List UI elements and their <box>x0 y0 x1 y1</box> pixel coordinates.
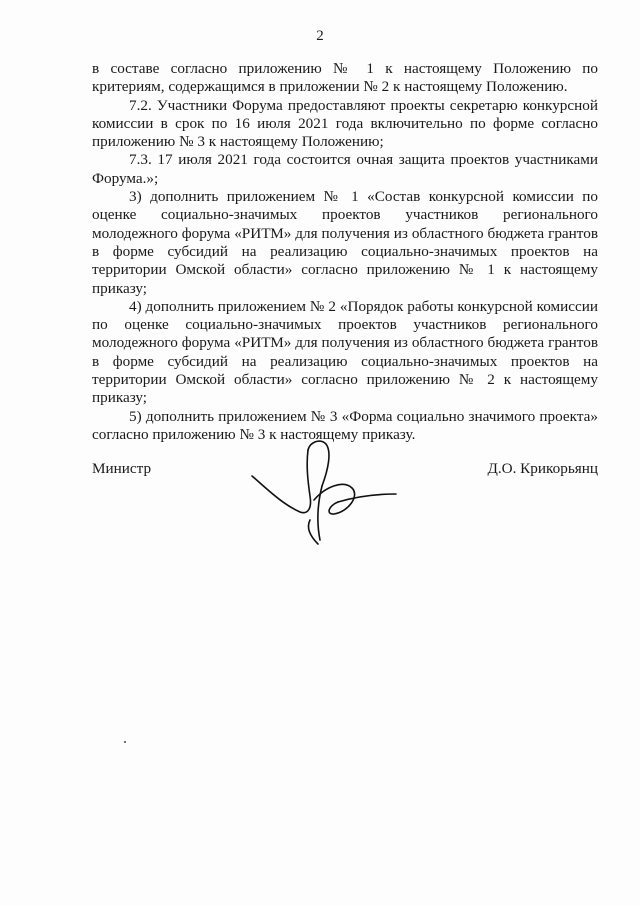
signatory-name: Д.О. Крикорьянц <box>487 460 598 477</box>
document-body <box>92 60 598 444</box>
paragraph-7-3: 7.3. 17 июля 2021 года состоится очная защита проектов участниками Форума.»; <box>92 151 598 187</box>
handwritten-signature <box>248 436 398 546</box>
paragraph-item-4: 4) дополнить приложением № 2 «Порядок работы конкурсной комиссии по оценке социально-значимых проектов участников регионального молодежного форума «РИТМ» для получения из областного бюджета грантов в форме субсидий на реализацию социально-значимых проектов на территории Омской области» согласно приложению № 2 к настоящему приказу; <box>92 297 598 407</box>
paragraph-continuation: в составе согласно приложению № 1 к настоящему Положению по критериям, содержащимся в приложении № 2 к настоящему Положению. <box>92 60 598 96</box>
paragraph-item-3: 3) дополнить приложением № 1 «Состав конкурсной комиссии по оценке социально-значимых проектов участников регионального молодежного форума «РИТМ» для получения из областного бюджета грантов в форме субсидий на реализацию социально-значимых проектов на территории Омской области» согласно приложению № 1 к настоящему приказу; <box>92 188 598 297</box>
paragraph-item-5: 5) дополнить приложением № 3 «Форма социально значимого проекта» согласно приложению № 3 к настоящему приказу. <box>92 407 598 443</box>
paragraph-7-2: 7.2. Участники Форума предоставляют проекты секретарю конкурсной комиссии в срок по 16 июля 2021 года включительно по форме согласно приложению № 3 к настоящему Положению; <box>92 96 598 151</box>
page-number: 2 <box>316 28 324 44</box>
signatory-title: Министр <box>92 460 152 477</box>
scan-dot <box>124 741 126 743</box>
